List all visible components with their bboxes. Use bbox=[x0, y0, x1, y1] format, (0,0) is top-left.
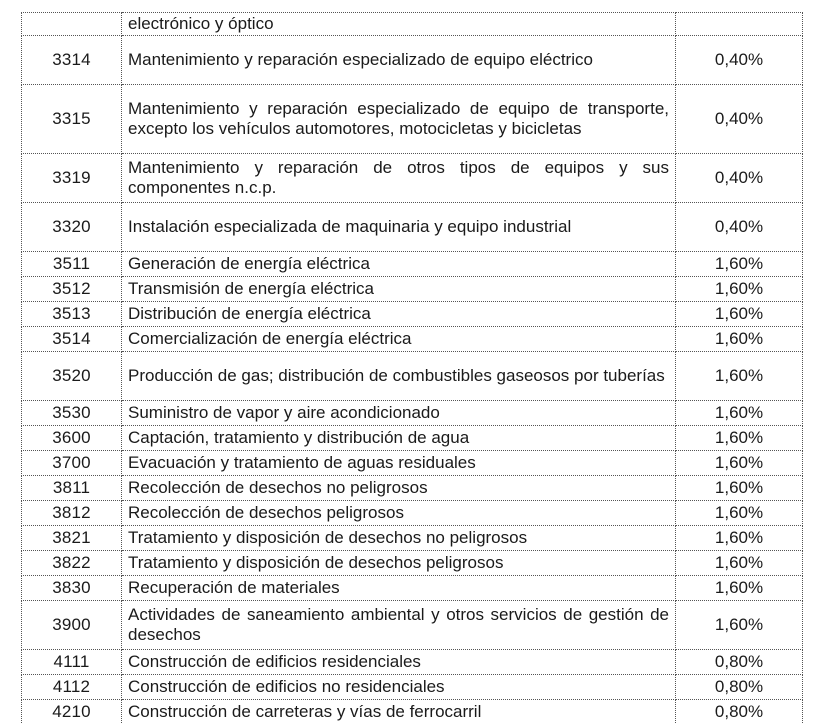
table-row bbox=[22, 36, 803, 85]
activity-code: 3514 bbox=[22, 327, 122, 352]
activity-rate: 1,60% bbox=[676, 476, 803, 501]
table-row bbox=[22, 277, 803, 302]
table-row bbox=[22, 352, 803, 401]
activity-rate: 1,60% bbox=[676, 426, 803, 451]
activity-description: Construcción de carreteras y vías de ferrocarril bbox=[122, 700, 676, 724]
table-row bbox=[22, 13, 803, 36]
activity-description: Recuperación de materiales bbox=[122, 576, 676, 601]
activity-rate: 1,60% bbox=[676, 327, 803, 352]
activity-description: Construcción de edificios residenciales bbox=[122, 650, 676, 675]
activity-code: 3320 bbox=[22, 203, 122, 252]
table-row bbox=[22, 302, 803, 327]
activity-rate: 1,60% bbox=[676, 302, 803, 327]
activity-description: Transmisión de energía eléctrica bbox=[122, 277, 676, 302]
table-row bbox=[22, 601, 803, 650]
activity-code: 3822 bbox=[22, 551, 122, 576]
activity-rate bbox=[676, 13, 803, 36]
activity-code: 3319 bbox=[22, 154, 122, 203]
activity-rate: 0,40% bbox=[676, 154, 803, 203]
activity-description: Comercialización de energía eléctrica bbox=[122, 327, 676, 352]
table-row bbox=[22, 501, 803, 526]
table-row bbox=[22, 700, 803, 724]
activity-rate: 0,40% bbox=[676, 203, 803, 252]
activity-description: Mantenimiento y reparación especializado de equipo eléctrico bbox=[122, 36, 676, 85]
activity-code: 3315 bbox=[22, 85, 122, 154]
table-row bbox=[22, 426, 803, 451]
activity-rate: 1,60% bbox=[676, 601, 803, 650]
activity-code: 3821 bbox=[22, 526, 122, 551]
activity-description: Mantenimiento y reparación especializado de equipo de transporte, excepto los vehículos automotores, motocicletas y bicicletas bbox=[122, 85, 676, 154]
table-row bbox=[22, 551, 803, 576]
activity-rate: 1,60% bbox=[676, 551, 803, 576]
activity-rate: 1,60% bbox=[676, 526, 803, 551]
activity-description: Suministro de vapor y aire acondicionado bbox=[122, 401, 676, 426]
activity-description: Tratamiento y disposición de desechos no peligrosos bbox=[122, 526, 676, 551]
activity-code: 3511 bbox=[22, 252, 122, 277]
activity-code: 4210 bbox=[22, 700, 122, 724]
activity-description: Producción de gas; distribución de combustibles gaseosos por tuberías bbox=[122, 352, 676, 401]
activity-rate: 1,60% bbox=[676, 252, 803, 277]
table-row bbox=[22, 252, 803, 277]
activity-code: 3812 bbox=[22, 501, 122, 526]
activity-code: 3513 bbox=[22, 302, 122, 327]
activity-rate: 0,80% bbox=[676, 675, 803, 700]
activity-rate: 1,60% bbox=[676, 401, 803, 426]
activity-description: Recolección de desechos peligrosos bbox=[122, 501, 676, 526]
activity-code: 4112 bbox=[22, 675, 122, 700]
activity-description: electrónico y óptico bbox=[122, 13, 676, 36]
table-row bbox=[22, 401, 803, 426]
table-row bbox=[22, 327, 803, 352]
activity-code: 3811 bbox=[22, 476, 122, 501]
activity-code: 3530 bbox=[22, 401, 122, 426]
activity-code: 3314 bbox=[22, 36, 122, 85]
activity-description: Captación, tratamiento y distribución de agua bbox=[122, 426, 676, 451]
activity-code: 3900 bbox=[22, 601, 122, 650]
table-row bbox=[22, 576, 803, 601]
activity-rate: 1,60% bbox=[676, 277, 803, 302]
activity-rate: 1,60% bbox=[676, 352, 803, 401]
activity-code: 3512 bbox=[22, 277, 122, 302]
activity-description: Evacuación y tratamiento de aguas residuales bbox=[122, 451, 676, 476]
activity-code: 3520 bbox=[22, 352, 122, 401]
activity-description: Distribución de energía eléctrica bbox=[122, 302, 676, 327]
activity-description: Instalación especializada de maquinaria y equipo industrial bbox=[122, 203, 676, 252]
table-row bbox=[22, 85, 803, 154]
activity-rate: 1,60% bbox=[676, 451, 803, 476]
activity-rate: 1,60% bbox=[676, 501, 803, 526]
activity-rate: 0,40% bbox=[676, 36, 803, 85]
activity-rate-table bbox=[21, 12, 803, 724]
table-row bbox=[22, 154, 803, 203]
table-row bbox=[22, 650, 803, 675]
activity-description: Generación de energía eléctrica bbox=[122, 252, 676, 277]
activity-description: Recolección de desechos no peligrosos bbox=[122, 476, 676, 501]
activity-rate: 0,80% bbox=[676, 700, 803, 724]
activity-description: Mantenimiento y reparación de otros tipos de equipos y sus componentes n.c.p. bbox=[122, 154, 676, 203]
activity-rate: 1,60% bbox=[676, 576, 803, 601]
activity-rate: 0,40% bbox=[676, 85, 803, 154]
activity-code bbox=[22, 13, 122, 36]
activity-description: Tratamiento y disposición de desechos peligrosos bbox=[122, 551, 676, 576]
activity-description: Actividades de saneamiento ambiental y otros servicios de gestión de desechos bbox=[122, 601, 676, 650]
table-row bbox=[22, 526, 803, 551]
activity-code: 4111 bbox=[22, 650, 122, 675]
table-row bbox=[22, 203, 803, 252]
activity-code: 3600 bbox=[22, 426, 122, 451]
activity-code: 3700 bbox=[22, 451, 122, 476]
activity-description: Construcción de edificios no residenciales bbox=[122, 675, 676, 700]
activity-code: 3830 bbox=[22, 576, 122, 601]
table-row bbox=[22, 476, 803, 501]
table-row bbox=[22, 451, 803, 476]
activity-rate: 0,80% bbox=[676, 650, 803, 675]
table-row bbox=[22, 675, 803, 700]
